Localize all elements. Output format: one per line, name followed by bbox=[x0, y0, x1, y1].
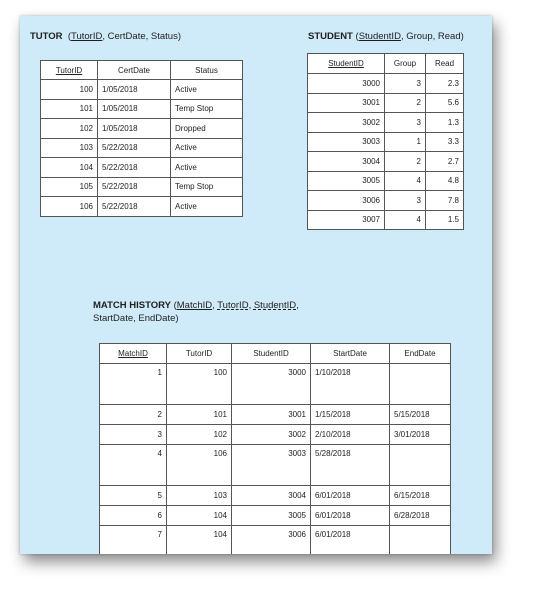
match-col-startdate: StartDate bbox=[311, 344, 390, 364]
tutor-certdate-cell: 5/22/2018 bbox=[98, 177, 171, 197]
tutor-header-row bbox=[41, 61, 243, 80]
student-col-studentid: StudentID bbox=[308, 54, 385, 74]
match-table bbox=[99, 343, 451, 554]
tutor-id-cell: 103 bbox=[41, 138, 98, 158]
match-enddate-cell: 5/15/2018 bbox=[390, 405, 451, 425]
student-col-group: Group bbox=[385, 54, 426, 74]
match-key: MatchID bbox=[176, 300, 213, 311]
match-fk-tutorid: TutorID bbox=[217, 300, 249, 311]
match-tutorid-cell: 101 bbox=[167, 405, 232, 425]
table-row bbox=[41, 177, 243, 197]
tutor-certdate-cell: 5/22/2018 bbox=[98, 138, 171, 158]
match-studentid-cell: 3005 bbox=[232, 506, 311, 526]
student-read-cell: 3.3 bbox=[426, 132, 464, 152]
match-studentid-cell: 3002 bbox=[232, 425, 311, 445]
match-enddate-cell: 6/15/2018 bbox=[390, 486, 451, 506]
student-group-cell: 3 bbox=[385, 191, 426, 211]
match-id-cell: 2 bbox=[100, 405, 167, 425]
match-heading: MATCH HISTORY (MatchID, TutorID, StudentID, bbox=[93, 300, 299, 311]
match-studentid-cell: 3000 bbox=[232, 364, 311, 405]
table-row bbox=[100, 486, 451, 506]
match-tutorid-cell: 103 bbox=[167, 486, 232, 506]
match-id-cell: 1 bbox=[100, 364, 167, 405]
tutor-status-cell: Temp Stop bbox=[171, 177, 243, 197]
table-row bbox=[100, 526, 451, 555]
tutor-status-cell: Active bbox=[171, 158, 243, 178]
tutor-certdate-cell: 1/05/2018 bbox=[98, 119, 171, 139]
student-read-cell: 7.8 bbox=[426, 191, 464, 211]
tutor-key: TutorID bbox=[71, 31, 103, 42]
student-id-cell: 3006 bbox=[308, 191, 385, 211]
table-row bbox=[308, 171, 464, 191]
match-studentid-cell: 3003 bbox=[232, 445, 311, 486]
match-header-row bbox=[100, 344, 451, 364]
table-row bbox=[41, 158, 243, 178]
table-row bbox=[308, 113, 464, 133]
match-tutorid-cell: 102 bbox=[167, 425, 232, 445]
table-row bbox=[100, 425, 451, 445]
tutor-status-cell: Active bbox=[171, 138, 243, 158]
student-header-row bbox=[308, 54, 464, 74]
tutor-certdate-cell: 1/05/2018 bbox=[98, 99, 171, 119]
student-id-cell: 3003 bbox=[308, 132, 385, 152]
match-enddate-cell bbox=[390, 364, 451, 405]
match-tutorid-cell: 106 bbox=[167, 445, 232, 486]
tutor-col-tutorid: TutorID bbox=[41, 61, 98, 80]
match-startdate-cell: 6/01/2018 bbox=[311, 506, 390, 526]
student-group-cell: 3 bbox=[385, 74, 426, 94]
table-row bbox=[100, 506, 451, 526]
table-row bbox=[308, 132, 464, 152]
table-row bbox=[41, 138, 243, 158]
student-read-cell: 2.7 bbox=[426, 152, 464, 172]
match-studentid-cell: 3001 bbox=[232, 405, 311, 425]
match-id-cell: 6 bbox=[100, 506, 167, 526]
match-startdate-cell: 1/15/2018 bbox=[311, 405, 390, 425]
match-fk-studentid: StudentID bbox=[253, 300, 297, 311]
match-enddate-cell bbox=[390, 526, 451, 555]
table-row bbox=[308, 93, 464, 113]
document-page bbox=[20, 16, 492, 554]
tutor-status-cell: Active bbox=[171, 80, 243, 100]
match-col-tutorid: TutorID bbox=[167, 344, 232, 364]
table-row bbox=[41, 80, 243, 100]
student-group-cell: 2 bbox=[385, 152, 426, 172]
tutor-attributes: CertDate, Status) bbox=[107, 31, 181, 42]
student-key: StudentID bbox=[358, 31, 401, 42]
table-row bbox=[308, 74, 464, 94]
student-read-cell: 1.5 bbox=[426, 210, 464, 230]
match-id-cell: 7 bbox=[100, 526, 167, 555]
match-enddate-cell bbox=[390, 445, 451, 486]
student-id-cell: 3002 bbox=[308, 113, 385, 133]
student-id-cell: 3004 bbox=[308, 152, 385, 172]
tutor-certdate-cell: 5/22/2018 bbox=[98, 158, 171, 178]
table-row bbox=[100, 445, 451, 486]
match-startdate-cell: 6/01/2018 bbox=[311, 526, 390, 555]
match-startdate-cell: 2/10/2018 bbox=[311, 425, 390, 445]
match-startdate-cell: 1/10/2018 bbox=[311, 364, 390, 405]
tutor-id-cell: 101 bbox=[41, 99, 98, 119]
match-enddate-cell: 3/01/2018 bbox=[390, 425, 451, 445]
tutor-status-cell: Dropped bbox=[171, 119, 243, 139]
tutor-certdate-cell: 5/22/2018 bbox=[98, 197, 171, 217]
student-group-cell: 4 bbox=[385, 171, 426, 191]
tutor-title: TUTOR bbox=[30, 31, 63, 42]
match-studentid-cell: 3004 bbox=[232, 486, 311, 506]
student-id-cell: 3005 bbox=[308, 171, 385, 191]
student-id-cell: 3000 bbox=[308, 74, 385, 94]
tutor-id-cell: 106 bbox=[41, 197, 98, 217]
table-row bbox=[100, 364, 451, 405]
student-title: STUDENT bbox=[308, 31, 353, 42]
match-id-cell: 4 bbox=[100, 445, 167, 486]
student-attributes: Group, Read) bbox=[406, 31, 464, 42]
table-row bbox=[41, 197, 243, 217]
student-id-cell: 3001 bbox=[308, 93, 385, 113]
match-startdate-cell: 6/01/2018 bbox=[311, 486, 390, 506]
table-row bbox=[41, 119, 243, 139]
tutor-status-cell: Temp Stop bbox=[171, 99, 243, 119]
tutor-id-cell: 100 bbox=[41, 80, 98, 100]
student-group-cell: 3 bbox=[385, 113, 426, 133]
student-read-cell: 4.8 bbox=[426, 171, 464, 191]
match-startdate-cell: 5/28/2018 bbox=[311, 445, 390, 486]
table-row bbox=[308, 191, 464, 211]
table-row bbox=[41, 99, 243, 119]
student-id-cell: 3007 bbox=[308, 210, 385, 230]
match-heading-line2: StartDate, EndDate) bbox=[93, 313, 179, 324]
table-row bbox=[308, 152, 464, 172]
student-group-cell: 2 bbox=[385, 93, 426, 113]
match-tutorid-cell: 104 bbox=[167, 506, 232, 526]
match-col-studentid: StudentID bbox=[232, 344, 311, 364]
tutor-col-status: Status bbox=[171, 61, 243, 80]
tutor-id-cell: 104 bbox=[41, 158, 98, 178]
student-group-cell: 4 bbox=[385, 210, 426, 230]
match-title: MATCH HISTORY bbox=[93, 300, 171, 311]
match-id-cell: 5 bbox=[100, 486, 167, 506]
tutor-table bbox=[40, 60, 243, 217]
table-row bbox=[100, 405, 451, 425]
match-tutorid-cell: 100 bbox=[167, 364, 232, 405]
match-enddate-cell: 6/28/2018 bbox=[390, 506, 451, 526]
table-row bbox=[308, 210, 464, 230]
tutor-col-certdate: CertDate bbox=[98, 61, 171, 80]
match-col-enddate: EndDate bbox=[390, 344, 451, 364]
student-table bbox=[307, 53, 464, 230]
student-group-cell: 1 bbox=[385, 132, 426, 152]
tutor-heading: TUTOR (TutorID, CertDate, Status) bbox=[30, 31, 181, 42]
match-tutorid-cell: 104 bbox=[167, 526, 232, 555]
tutor-id-cell: 102 bbox=[41, 119, 98, 139]
tutor-id-cell: 105 bbox=[41, 177, 98, 197]
match-id-cell: 3 bbox=[100, 425, 167, 445]
match-studentid-cell: 3006 bbox=[232, 526, 311, 555]
student-read-cell: 2.3 bbox=[426, 74, 464, 94]
tutor-status-cell: Active bbox=[171, 197, 243, 217]
student-heading: STUDENT (StudentID, Group, Read) bbox=[308, 31, 464, 42]
student-col-read: Read bbox=[426, 54, 464, 74]
match-col-matchid: MatchID bbox=[100, 344, 167, 364]
student-read-cell: 5.6 bbox=[426, 93, 464, 113]
tutor-certdate-cell: 1/05/2018 bbox=[98, 80, 171, 100]
student-read-cell: 1.3 bbox=[426, 113, 464, 133]
